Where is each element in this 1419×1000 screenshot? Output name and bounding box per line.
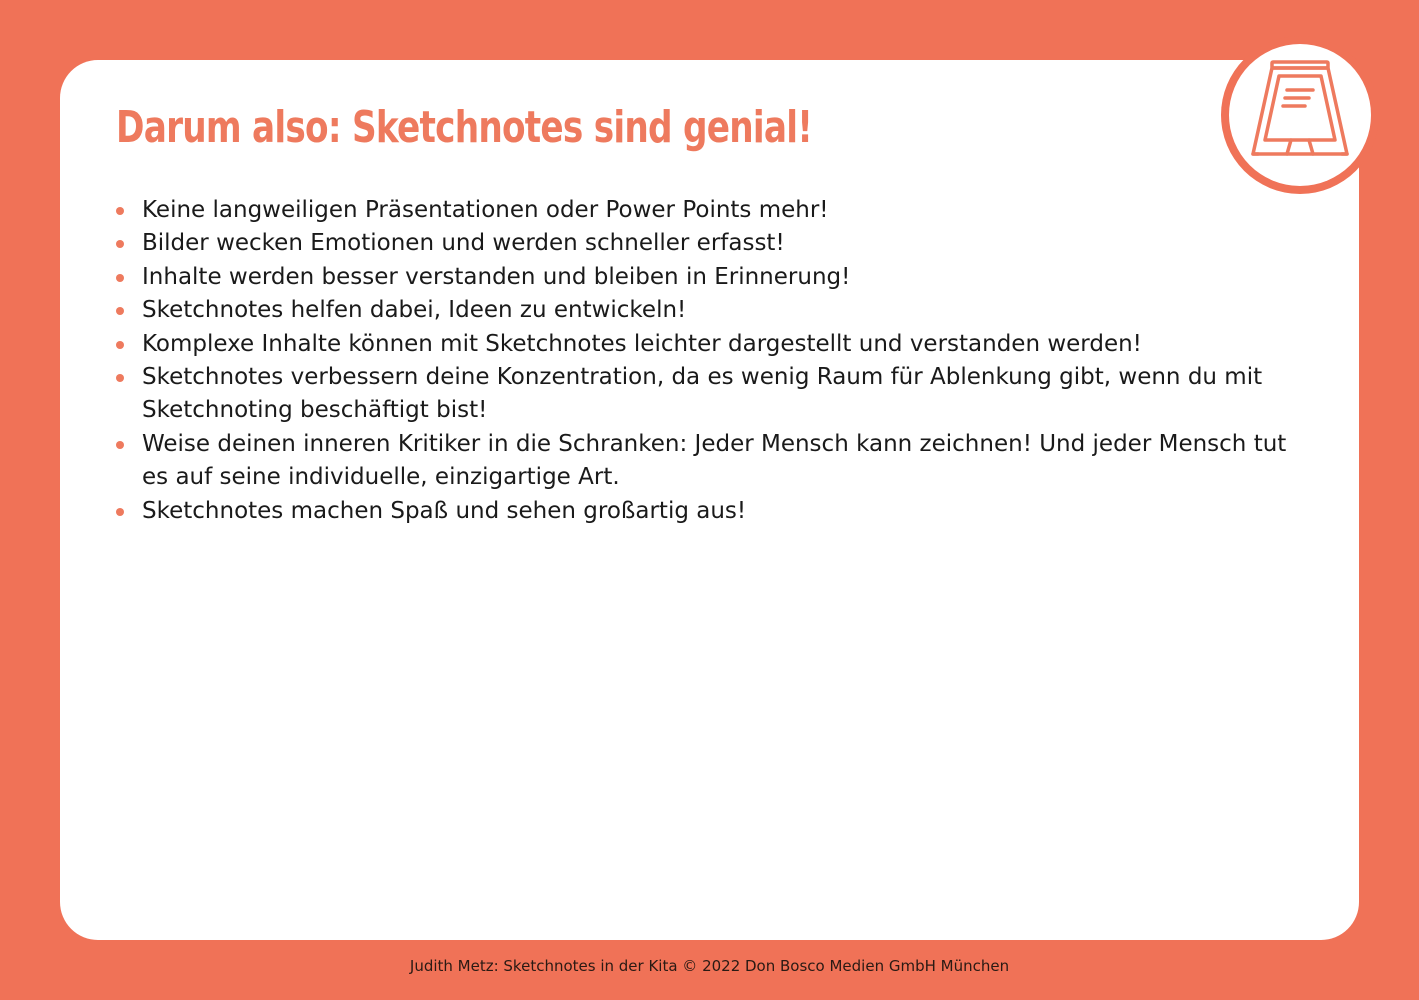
list-item-text: Keine langweiligen Präsentationen oder Power Points mehr! bbox=[142, 197, 829, 223]
list-item-text: Sketchnotes machen Spaß und sehen großartig aus! bbox=[142, 497, 747, 524]
list-item bbox=[116, 495, 1306, 528]
list-item bbox=[116, 428, 1306, 495]
list-item-text: Komplexe Inhalte können mit Sketchnotes leichter dargestellt und verstanden werden! bbox=[142, 330, 1142, 357]
bullet-icon bbox=[116, 341, 124, 349]
bullet-icon bbox=[116, 508, 124, 516]
list-item bbox=[116, 227, 1306, 260]
list-item bbox=[116, 194, 1306, 227]
benefits-list bbox=[116, 194, 1306, 528]
bullet-icon bbox=[116, 240, 124, 248]
list-item bbox=[116, 328, 1306, 361]
copyright-footer: Judith Metz: Sketchnotes in der Kita © 2022 Don Bosco Medien GmbH München bbox=[409, 957, 1010, 975]
list-item-text: Bilder wecken Emotionen und werden schneller erfasst! bbox=[142, 230, 785, 257]
page-title: Darum also: Sketchnotes sind genial! bbox=[116, 102, 813, 153]
bullet-icon bbox=[116, 441, 124, 449]
list-item bbox=[116, 361, 1306, 428]
list-item bbox=[116, 294, 1306, 327]
list-item bbox=[116, 261, 1306, 294]
list-item-text: Weise deinen inneren Kritiker in die Schranken: Jeder Mensch kann zeichnen! Und jeder Mensch tut es auf seine individuelle, einzigartige Art. bbox=[142, 430, 1287, 491]
bullet-icon bbox=[116, 274, 124, 282]
list-item-text: Sketchnotes verbessern deine Konzentration, da es wenig Raum für Ablenkung gibt, wenn du mit Sketchnoting beschäftigt bist! bbox=[142, 364, 1263, 424]
bullet-icon bbox=[116, 374, 124, 382]
sign-stand-badge bbox=[1221, 36, 1379, 194]
bullet-icon bbox=[116, 307, 124, 315]
list-item-text: Inhalte werden besser verstanden und bleiben in Erinnerung! bbox=[142, 263, 851, 290]
content-card bbox=[60, 60, 1359, 940]
bullet-icon bbox=[116, 207, 124, 215]
sign-stand-icon bbox=[1221, 36, 1379, 194]
list-item-text: Sketchnotes helfen dabei, Ideen zu entwickeln! bbox=[142, 297, 687, 324]
